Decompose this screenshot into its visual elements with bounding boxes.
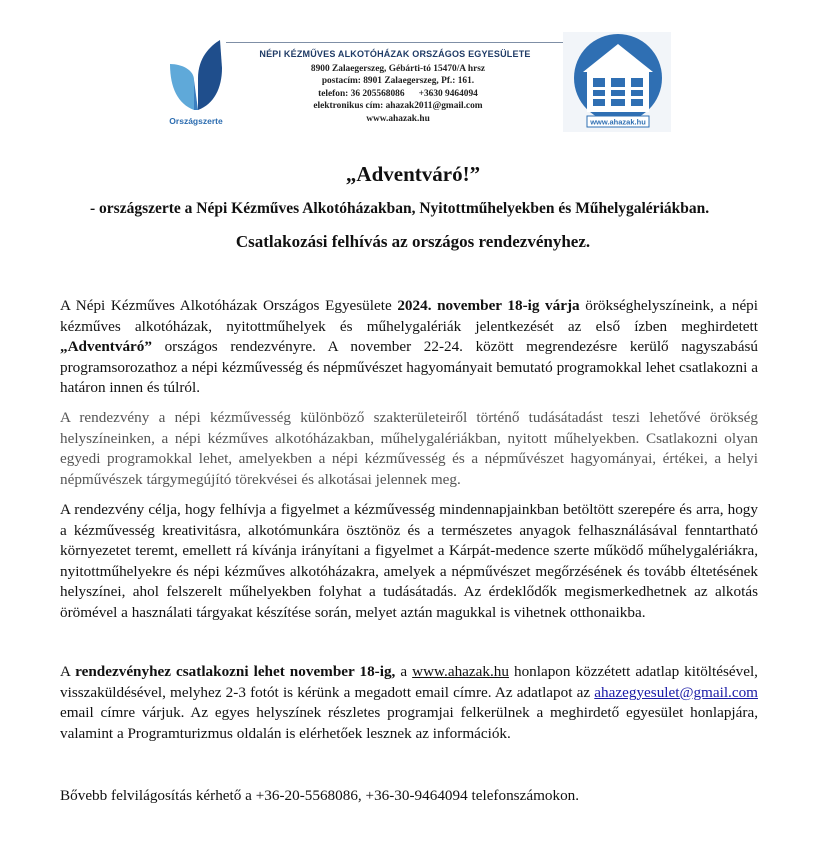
paragraph-intro	[60, 296, 758, 399]
p4-text-d: honlapon közzétett adatlap kitöltésével, visszaküldésével, melyhez 2-3 fotót is kérünk a megadott email címre. Az adatlapot az	[60, 663, 758, 701]
orszagszerte-leaf-icon	[164, 38, 228, 116]
page-title: „Adventváró!”	[345, 162, 481, 186]
right-logo-caption: www.ahazak.hu	[590, 117, 646, 127]
left-logo-caption: Országszerte	[169, 116, 223, 126]
house-logo-icon	[563, 32, 671, 132]
p1-text-a: A Népi Kézműves Alkotóházak Országos Egyesülete	[60, 297, 398, 314]
p1-event-name: „Adventváró”	[60, 338, 152, 356]
p1-deadline: 2024. november 18-ig várja	[397, 297, 580, 314]
p4-deadline: rendezvényhez csatlakozni lehet november 18-ig,	[75, 663, 396, 680]
p4-text-e: email címre várjuk. Az egyes helyszínek részletes programjai felkerülnek a meghirdető egyesület honlapjára, valamint a Programturizmus oldalán is elérhetőek lesznek az információk.	[60, 704, 758, 742]
paragraph-contact: Bővebb felvilágosítás kérhető a +36-20-5568086, +36-30-9464094 telefonszámokon.	[60, 787, 580, 804]
paragraph-event: A rendezvény a népi kézművesség különböző szakterületeiről történő tudásátadást teszi lehetővé örökség helyszíneinken, a népi kézműves alkotóházakban, műhelygalériákban, nyitott műhelyekben. Csatlakozni olyan egyedi programokkal lehet, amelyekben a népi kézművesség és a népművészet hagyományai, értékei, a helyi népművészek tárgymegújító törekvései és alkotásai jelennek meg.	[60, 409, 758, 488]
call-title: Csatlakozási felhívás az országos rendezvényhez.	[235, 232, 591, 251]
org-phone: telefon: 36 205568086 +3630 9464094	[318, 88, 478, 99]
divider	[226, 42, 564, 43]
paragraph-join	[60, 662, 758, 744]
org-address: 8900 Zalaegerszeg, Gébárti-tó 15470/A hrsz	[310, 64, 486, 74]
org-info	[226, 42, 564, 125]
org-postal: postacím: 8901 Zalaegerszeg, Pf.: 161.	[321, 76, 475, 87]
org-email: elektronikus cím: ahazak2011@gmail.com	[313, 101, 483, 112]
ahazak-logo	[563, 32, 671, 132]
email-link[interactable]: ahazegyesulet@gmail.com	[594, 683, 758, 701]
orszagszerte-logo	[164, 38, 228, 133]
paragraph-goal: A rendezvény célja, hogy felhívja a figyelmet a kézművesség mindennapjainkban betöltött szerepére és arra, hogy a kézművesség kreativitásra, alkotómunkára ösztönöz és a természetes anyagok felhasználásával fenntartható környezetet teremt, emellett rá kívánja irányítani a figyelmet a Kárpát-medence szerte működő műhelygalériákra, nyitottműhelyekre és népi kézműves alkotóházakra, amelyek a népművészet megőrzésének és tovább éltetésének helyszínei, ahol felszerelt műhelyekben folyhat a tudásátadás. Az érdeklődők megismerkedhetnek az alkotás örömével a használati tárgyakat készítése során, melyet aztán magukkal is vihetnek otthonaikba.	[60, 501, 758, 621]
p1-text-d: országos rendezvényre. A november 22-24. között megrendezésre kerülő nagyszabású programsorozathoz a népi kézművesség és népművészet hagyományait bemutató programokkal lehet csatlakozni a határon innen és túlról.	[60, 338, 758, 397]
p1-text-c: örökséghelyszíneink, a népi kézműves alkotóházak, nyitottműhelyek és műhelygalériák jelentkezését az első ízben meghirdetett	[60, 297, 758, 335]
p4-text-c: a	[395, 663, 413, 680]
p4-text-a: A	[60, 663, 76, 680]
website-link[interactable]: www.ahazak.hu	[412, 663, 509, 680]
letterhead	[0, 30, 826, 140]
org-web: www.ahazak.hu	[366, 113, 430, 124]
subtitle: - országszerte a Népi Kézműves Alkotóházakban, Nyitottműhelyekben és Műhelygalériákban.	[90, 200, 710, 217]
org-name: NÉPI KÉZMŰVES ALKOTÓHÁZAK ORSZÁGOS EGYESÜLETE	[259, 49, 531, 59]
